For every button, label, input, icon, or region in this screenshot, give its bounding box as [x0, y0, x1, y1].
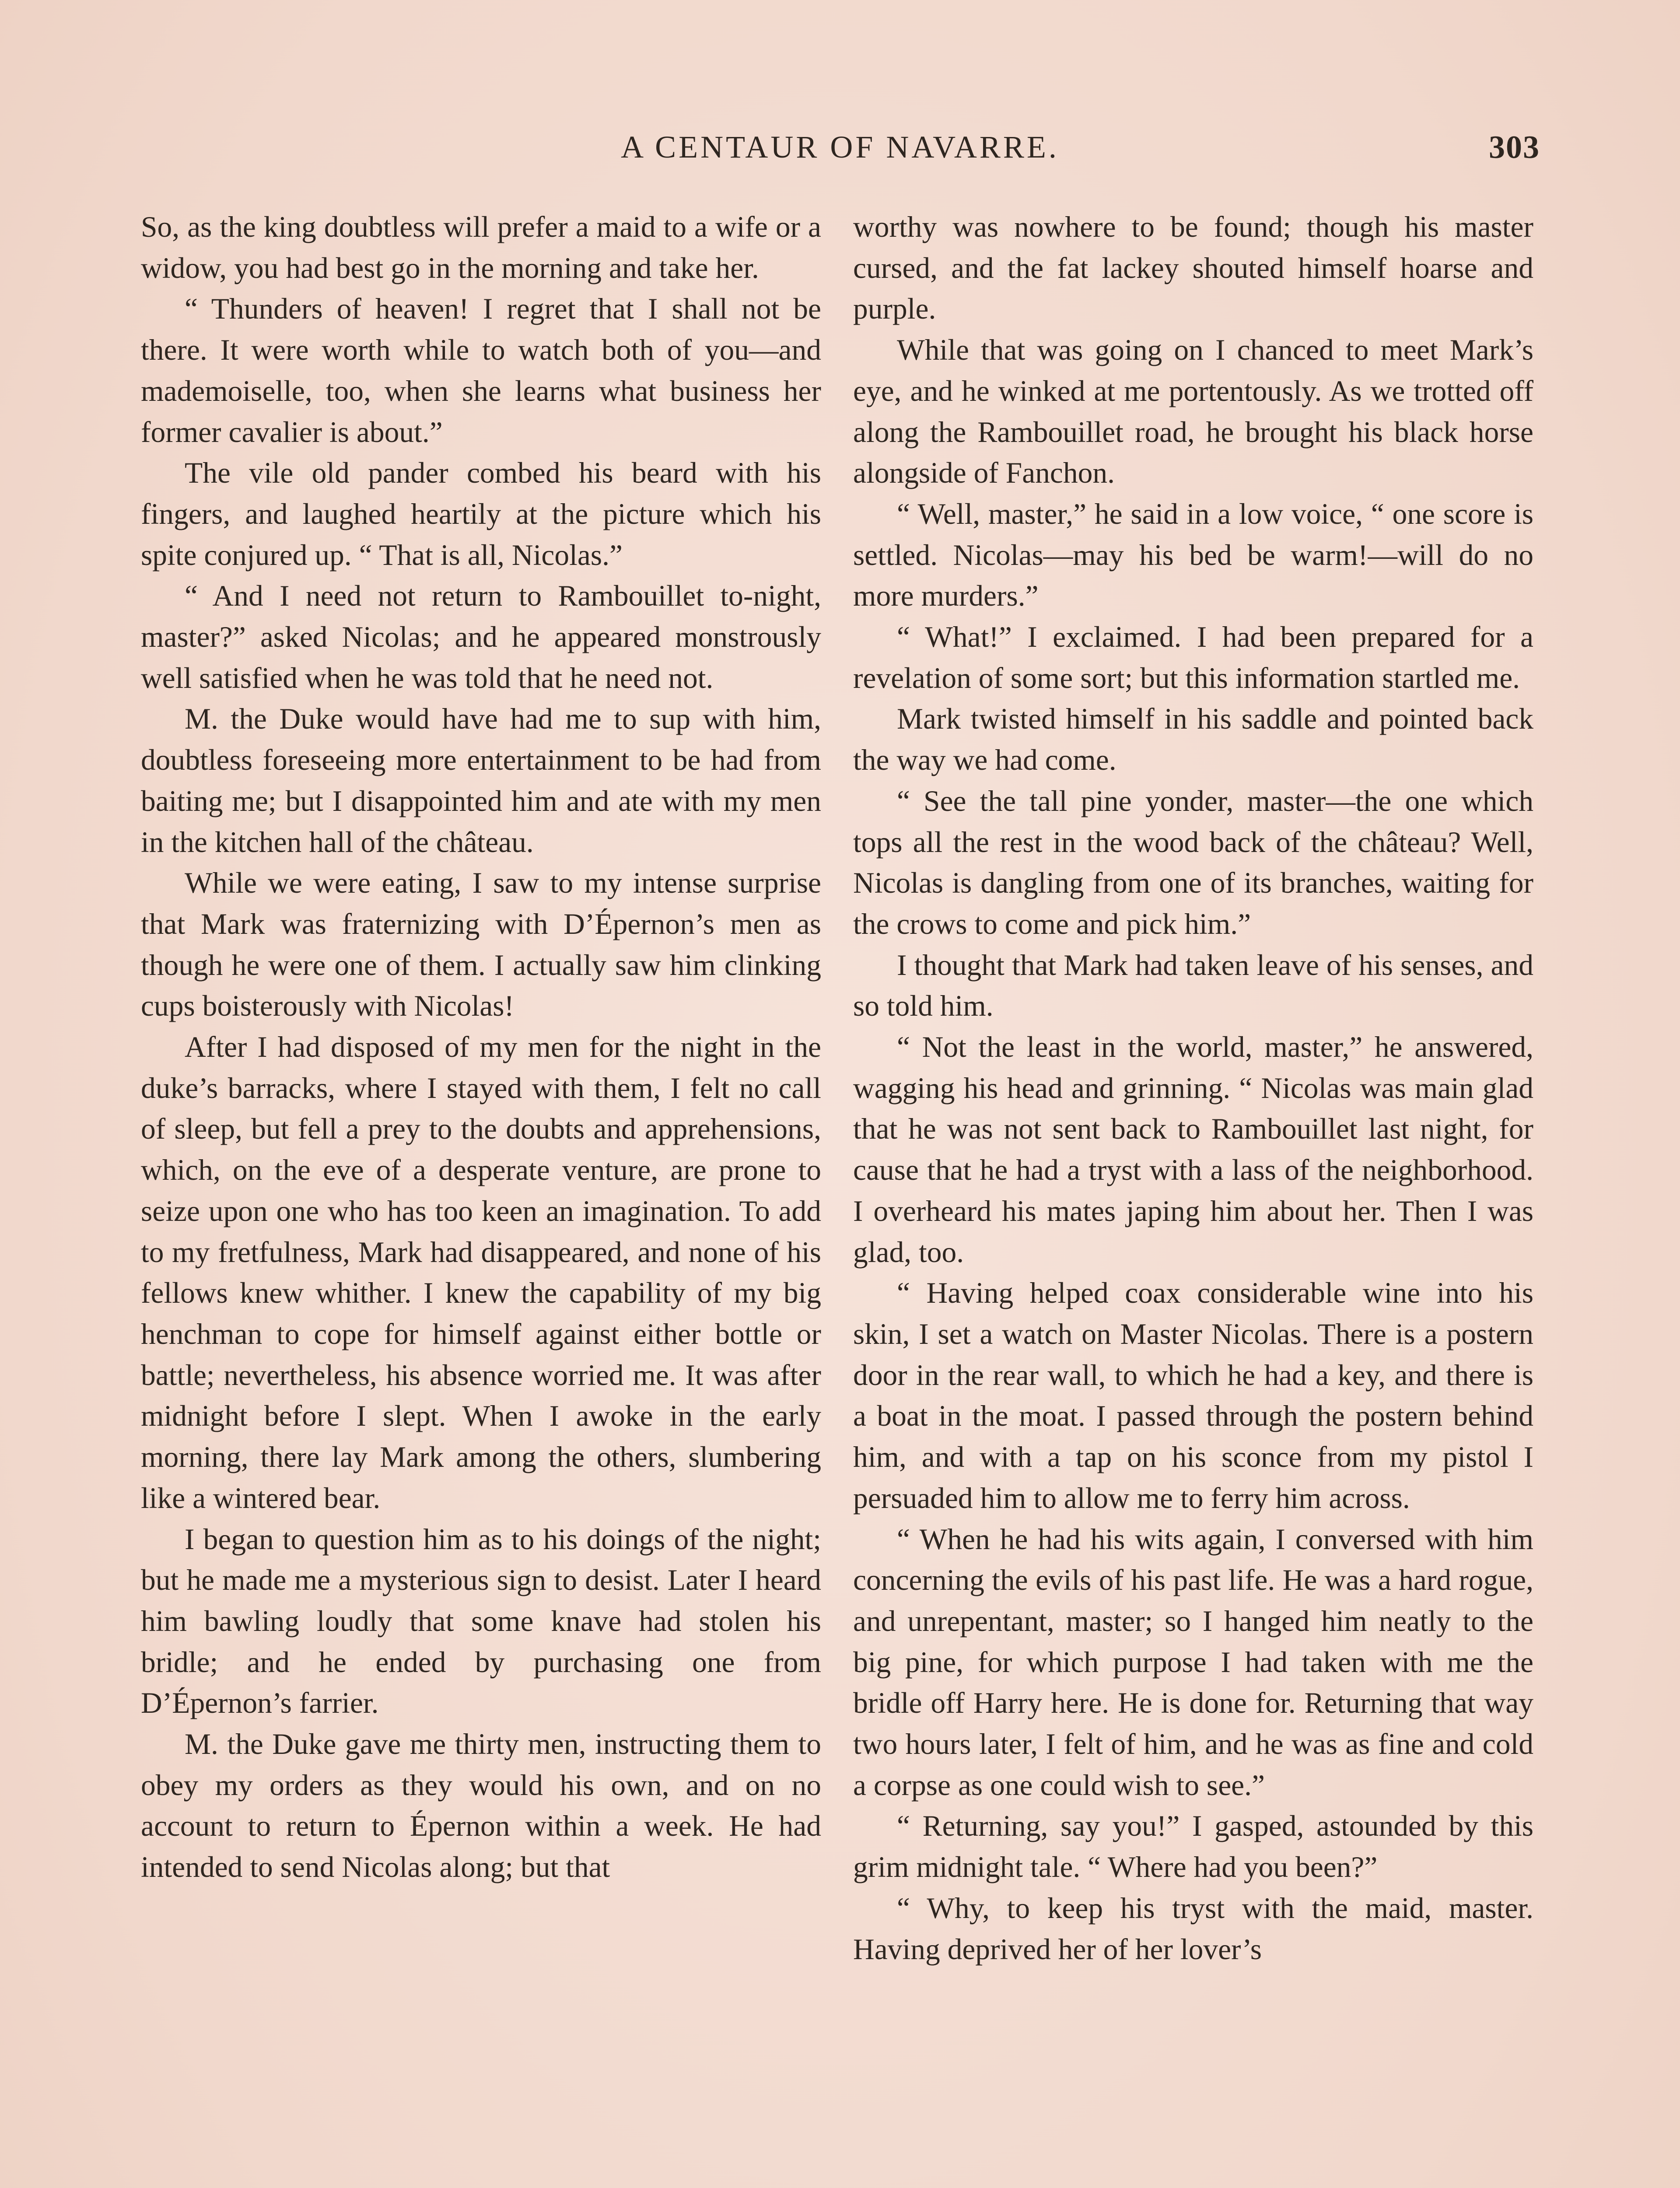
paragraph: “ Well, master,” he said in a low voice, “ one score is settled. Nicolas—may his bed be warm!—will do no more murders.”	[853, 497, 1533, 613]
paragraph: I thought that Mark had taken leave of his senses, and so told him.	[853, 948, 1533, 1023]
paragraph: M. the Duke would have had me to sup with him, doubtless foreseeing more entertainment to be had from baiting me; but I disappointed him and ate with my men in the kitchen hall of the château.	[141, 702, 821, 859]
paragraph: “ And I need not return to Rambouillet to-night, master?” asked Nicolas; and he appeared monstrously well satisfied when he was told that he need not.	[141, 579, 821, 694]
paragraph: “ Returning, say you!” I gasped, astounded by this grim midnight tale. “ Where had you been?”	[853, 1809, 1533, 1884]
paragraph: worthy was nowhere to be found; though his master cursed, and the fat lackey shouted himself hoarse and purple.	[853, 210, 1533, 326]
right-column	[853, 207, 1533, 1970]
paragraph: “ Why, to keep his tryst with the maid, master. Having deprived her of her lover’s	[853, 1891, 1533, 1966]
paragraph: While that was going on I chanced to meet Mark’s eye, and he winked at me portentously. As we trotted off along the Rambouillet road, he brought his black horse alongside of Fanchon.	[853, 333, 1533, 490]
paragraph: After I had disposed of my men for the night in the duke’s barracks, where I stayed with them, I felt no call of sleep, but fell a prey to the doubts and apprehensions, which, on the eve of a desperate venture, are prone to seize upon one who has too keen an imagination. To add to my fretfulness, Mark had disappeared, and none of his fellows knew whither. I knew the capability of my big henchman to cope for himself against either bottle or battle; nevertheless, his absence worried me. It was after midnight before I slept. When I awoke in the early morning, there lay Mark among the others, slumbering like a wintered bear.	[141, 1031, 821, 1515]
paragraph: “ When he had his wits again, I conversed with him concerning the evils of his past life. He was a hard rogue, and unrepentant, master; so I hanged him neatly to the big pine, for which purpose I had taken with me the bridle off Harry here. He is done for. Returning that way two hours later, I felt of him, and he was as fine and cold a corpse as one could wish to see.”	[853, 1522, 1533, 1802]
paragraph: M. the Duke gave me thirty men, instructing them to obey my orders as they would his own, and on no account to return to Épernon within a week. He had intended to send Nicolas along; but that	[141, 1728, 821, 1884]
paragraph: The vile old pander combed his beard with his fingers, and laughed heartily at the picture which his spite conjured up. “ That is all, Nicolas.”	[141, 456, 821, 572]
page-number: 303	[1489, 130, 1540, 165]
left-column	[141, 207, 821, 1888]
paragraph: “ Thunders of heaven! I regret that I shall not be there. It were worth while to watch both of you—and mademoiselle, too, when she learns what business her former cavalier is about.”	[141, 292, 821, 449]
page-header	[140, 129, 1540, 182]
paragraph: “ Not the least in the world, master,” he answered, wagging his head and grinning. “ Nicolas was main glad that he was not sent back to Rambouillet last night, for cause that he had a tryst with a lass of the neighborhood. I overheard his mates japing him about her. Then I was glad, too.	[853, 1031, 1533, 1269]
paragraph: “ What!” I exclaimed. I had been prepared for a revelation of some sort; but this information startled me.	[853, 621, 1533, 694]
paragraph: “ See the tall pine yonder, master—the one which tops all the rest in the wood back of the château? Well, Nicolas is dangling from one of its branches, waiting for the crows to come and pick him.”	[853, 784, 1533, 940]
paragraph: “ Having helped coax considerable wine into his skin, I set a watch on Master Nicolas. There is a postern door in the rear wall, to which he had a key, and there is a boat in the moat. I passed through the postern behind him, and with a tap on his sconce from my pistol I persuaded him to allow me to ferry him across.	[853, 1276, 1533, 1515]
paragraph: So, as the king doubtless will prefer a maid to a wife or a widow, you had best go in the morning and take her.	[141, 210, 821, 284]
paragraph: While we were eating, I saw to my intense surprise that Mark was fraternizing with D’Épernon’s men as though he were one of them. I actually saw him clinking cups boisterously with Nicolas!	[141, 866, 821, 1023]
paragraph: Mark twisted himself in his saddle and pointed back the way we had come.	[853, 702, 1533, 777]
running-title: A CENTAUR OF NAVARRE.	[621, 130, 1059, 165]
paragraph: I began to question him as to his doings of the night; but he made me a mysterious sign to desist. Later I heard him bawling loudly that some knave had stolen his bridle; and he ended by purchasing one from D’Épernon’s farrier.	[141, 1522, 821, 1720]
